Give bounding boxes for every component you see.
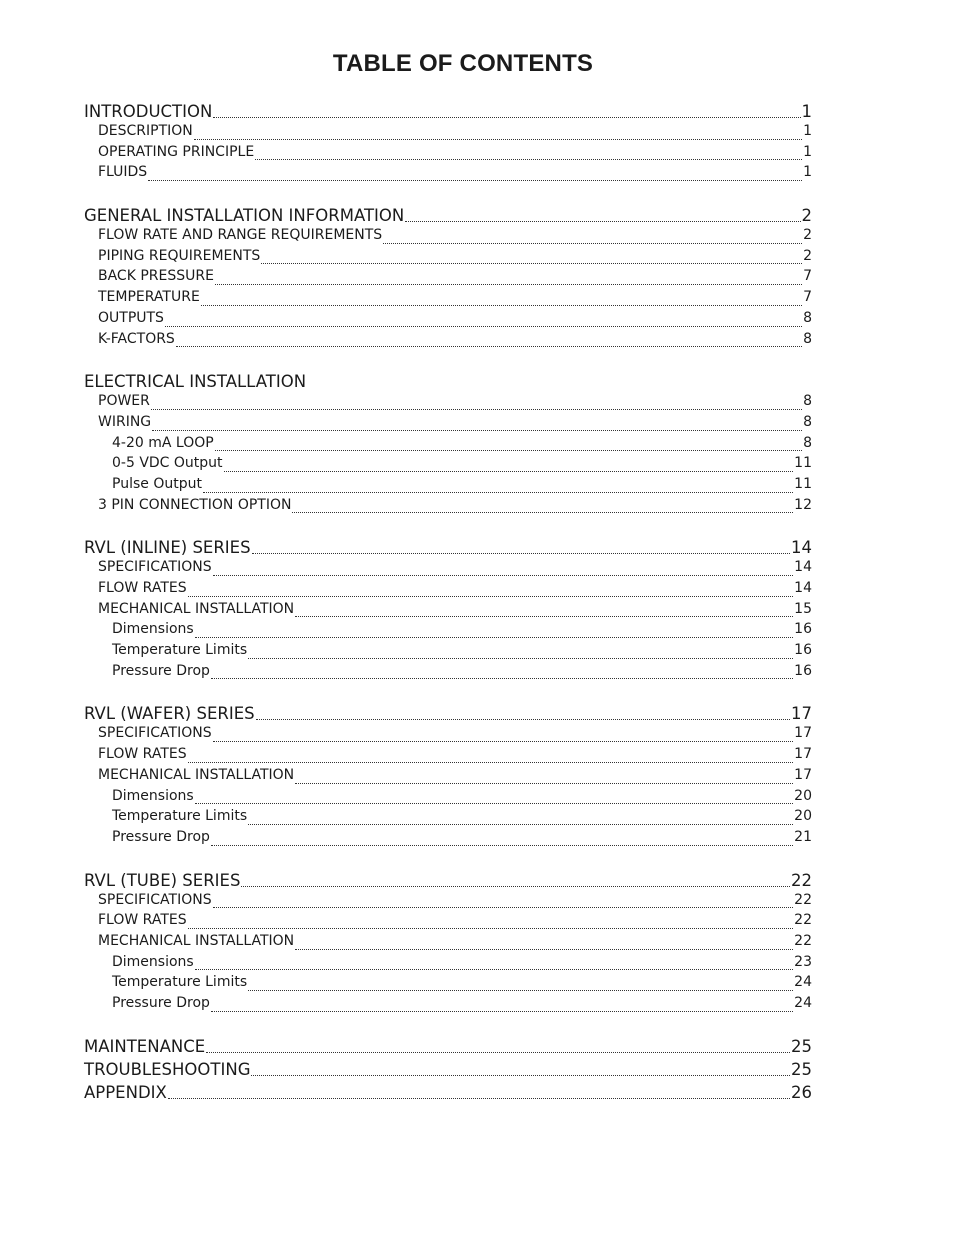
toc-entry[interactable] [84,808,812,829]
table-of-contents [84,102,812,1104]
toc-entry-page-number: 1 [801,102,812,121]
toc-entry-page-number: 22 [794,912,812,929]
toc-entry[interactable] [84,102,812,123]
toc-entry-page-number: 25 [791,1036,812,1056]
toc-entry[interactable] [84,912,812,933]
dot-leader [148,164,802,185]
toc-entry[interactable] [84,954,812,975]
toc-entry-label: FLOW RATES [98,912,187,929]
dot-leader [224,455,794,476]
toc-entry-label: ELECTRICAL INSTALLATION [84,372,307,392]
toc-entry-page-number: 17 [794,746,812,763]
dot-leader [203,476,793,497]
dot-leader [168,1083,790,1104]
toc-entry[interactable] [84,206,812,227]
dot-leader [206,1037,790,1058]
dot-leader [213,725,794,746]
toc-entry[interactable] [84,476,812,497]
toc-entry[interactable] [84,1037,812,1058]
toc-entry-page-number: 24 [794,974,812,991]
toc-entry[interactable] [84,331,812,352]
toc-entry[interactable] [84,372,812,393]
toc-entry-page-number: 7 [803,289,812,306]
toc-entry-label: Pressure Drop [112,995,210,1011]
toc-entry-label: RVL (WAFER) SERIES [84,704,255,724]
dot-leader [295,767,793,788]
toc-entry-label: Pulse Output [112,475,202,492]
toc-entry-label: FLOW RATES [98,580,187,596]
toc-entry-label: Temperature Limits [112,974,248,991]
dot-leader [151,393,802,414]
toc-entry[interactable] [84,268,812,289]
toc-entry-page-number: 25 [791,1059,812,1079]
toc-entry[interactable] [84,164,812,185]
dot-leader [251,1060,790,1081]
toc-entry[interactable] [84,123,812,144]
toc-entry-label: PIPING REQUIREMENTS [98,247,261,264]
dot-leader [248,808,793,829]
dot-leader [211,829,793,850]
toc-entry-page-number: 16 [794,642,812,659]
toc-entry-label: Dimensions [112,953,194,970]
dot-leader [165,310,802,331]
toc-entry-page-number: 17 [791,704,812,724]
toc-entry[interactable] [84,310,812,331]
toc-entry-page-number: 22 [791,870,812,890]
toc-entry[interactable] [84,144,812,165]
toc-entry-label: 4-20 mA LOOP [112,434,214,451]
dot-leader [195,954,793,975]
toc-entry-page-number: 8 [803,434,812,451]
toc-entry-page-number: 17 [794,725,812,742]
toc-entry-label: OPERATING PRINCIPLE [98,143,255,160]
toc-entry-label: POWER [98,393,150,410]
toc-entry[interactable] [84,746,812,767]
toc-entry[interactable] [84,497,812,518]
toc-entry[interactable] [84,892,812,913]
dot-leader [188,746,794,767]
dot-leader [213,559,794,580]
toc-entry-page-number: 11 [794,455,812,472]
toc-entry-label: RVL (INLINE) SERIES [84,538,251,558]
toc-entry[interactable] [84,580,812,601]
dot-leader [215,435,802,456]
dot-leader [295,601,793,622]
toc-entry-page-number: 1 [803,143,812,160]
toc-entry-page-number: 11 [794,475,812,492]
toc-entry-label: 3 PIN CONNECTION OPTION [98,496,292,513]
toc-entry-label: Temperature Limits [112,642,248,659]
toc-entry[interactable] [84,642,812,663]
dot-leader [211,995,793,1016]
toc-entry[interactable] [84,974,812,995]
toc-entry[interactable] [84,601,812,622]
dot-leader [241,871,790,892]
toc-entry-label: MAINTENANCE [84,1036,206,1056]
toc-entry-label: RVL (TUBE) SERIES [84,870,241,890]
toc-entry-label: OUTPUTS [98,309,164,326]
dot-leader [405,206,800,227]
toc-entry-page-number: 1 [803,164,812,181]
toc-entry-page-number: 22 [794,932,812,949]
dot-leader [195,621,793,642]
dot-leader [292,497,793,518]
toc-entry-page-number: 22 [794,891,812,908]
dot-leader [213,102,800,123]
toc-entry-label: Dimensions [112,787,194,804]
toc-entry[interactable] [84,393,812,414]
toc-entry[interactable] [84,663,812,684]
toc-entry-page-number: 8 [803,413,812,430]
toc-entry[interactable] [84,621,812,642]
toc-entry[interactable] [84,704,812,725]
dot-leader [248,642,793,663]
toc-entry[interactable] [84,995,812,1016]
toc-entry-page-number: 20 [794,808,812,825]
toc-entry-label: APPENDIX [84,1082,167,1102]
page-title: TABLE OF CONTENTS [332,50,594,77]
dot-leader [194,123,802,144]
toc-entry-page-number: 2 [803,227,812,244]
toc-entry-label: BACK PRESSURE [98,268,214,285]
toc-entry-page-number: 17 [794,766,812,783]
toc-entry[interactable] [84,725,812,746]
toc-entry-page-number: 14 [791,538,812,558]
toc-entry-page-number: 15 [794,600,812,617]
toc-entry-page-number: 2 [803,247,812,264]
dot-leader [295,933,793,954]
toc-entry-page-number: 14 [794,580,812,596]
toc-entry-page-number: 16 [794,621,812,638]
toc-entry-label: SPECIFICATIONS [98,559,212,576]
toc-entry-page-number: 8 [803,393,812,410]
toc-entry[interactable] [84,1083,812,1104]
toc-entry-page-number: 7 [803,268,812,285]
dot-leader [201,289,802,310]
toc-entry-label: INTRODUCTION [84,102,213,121]
toc-entry-label: Pressure Drop [112,662,210,679]
toc-entry-label: FLOW RATES [98,746,187,763]
dot-leader [152,414,802,435]
dot-leader [176,331,802,352]
toc-entry[interactable] [84,435,812,456]
toc-entry-label: Dimensions [112,621,194,638]
toc-entry[interactable] [84,788,812,809]
dot-leader [213,892,794,913]
toc-entry-page-number: 23 [794,953,812,970]
dot-leader [255,144,802,165]
toc-entry-page-number: 20 [794,787,812,804]
toc-entry-label: SPECIFICATIONS [98,725,212,742]
toc-entry-label: Pressure Drop [112,828,210,845]
toc-entry[interactable] [84,767,812,788]
toc-entry[interactable] [84,871,812,892]
toc-entry-label: TEMPERATURE [98,289,200,306]
dot-leader [248,974,793,995]
toc-entry-label: K-FACTORS [98,330,175,347]
toc-entry[interactable] [84,248,812,269]
toc-entry[interactable] [84,1060,812,1081]
toc-entry-page-number: 21 [794,828,812,845]
toc-entry-page-number: 12 [794,496,812,513]
toc-entry-label: TROUBLESHOOTING [84,1059,251,1079]
toc-entry-label: Temperature Limits [112,808,248,825]
toc-entry-page-number: 8 [803,330,812,347]
toc-entry-label: 0-5 VDC Output [112,455,223,472]
dot-leader [215,268,802,289]
toc-entry[interactable] [84,829,812,850]
toc-entry-page-number: 1 [803,123,812,139]
dot-leader [256,704,790,725]
dot-leader [383,227,802,248]
toc-entry-page-number: 16 [794,662,812,679]
toc-entry-label: GENERAL INSTALLATION INFORMATION [84,206,405,226]
toc-entry-label: MECHANICAL INSTALLATION [98,600,295,617]
toc-entry-label: WIRING [98,413,152,430]
toc-entry[interactable] [84,559,812,580]
toc-entry[interactable] [84,455,812,476]
toc-entry-page-number: 2 [801,206,812,226]
toc-entry-page-number: 14 [794,559,812,576]
toc-entry[interactable] [84,414,812,435]
toc-entry-page-number: 26 [791,1082,812,1102]
dot-leader [211,663,793,684]
dot-leader [188,912,794,933]
toc-entry-label: DESCRIPTION [98,123,193,139]
toc-entry[interactable] [84,933,812,954]
toc-entry[interactable] [84,538,812,559]
dot-leader [252,538,790,559]
dot-leader [261,248,802,269]
toc-entry[interactable] [84,289,812,310]
toc-entry-label: SPECIFICATIONS [98,891,212,908]
toc-entry-label: MECHANICAL INSTALLATION [98,766,295,783]
toc-entry[interactable] [84,227,812,248]
toc-entry-label: FLOW RATE AND RANGE REQUIREMENTS [98,227,383,244]
toc-entry-label: MECHANICAL INSTALLATION [98,932,295,949]
toc-entry-label: FLUIDS [98,164,148,181]
toc-entry-page-number: 8 [803,309,812,326]
dot-leader [195,788,793,809]
dot-leader [188,580,794,601]
toc-entry-page-number: 24 [794,995,812,1011]
